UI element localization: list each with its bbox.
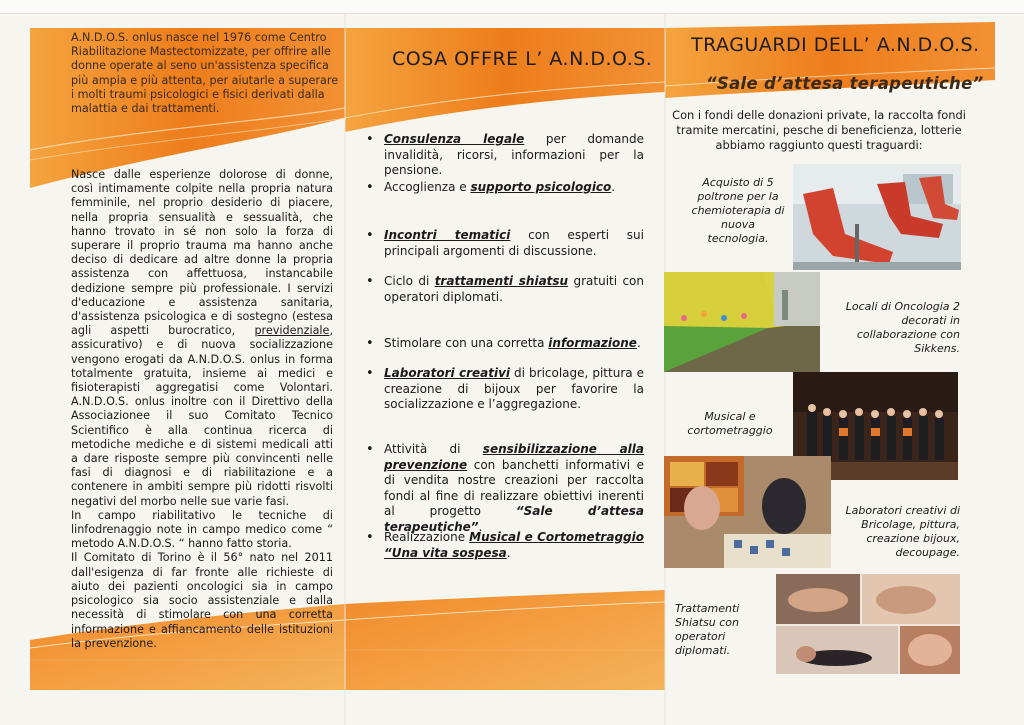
service-item-musical [366, 530, 644, 561]
service-prevention-pre: Attività di [384, 442, 483, 456]
service-shiatsu-rest: gratuiti con operatori diplomati. [384, 274, 644, 304]
service-prevention-rest: con banchetti informativi e di vendita nostre creazioni per raccolta fondi al fine di realizzare obiettivi inerenti al progetto [384, 457, 644, 519]
service-info-pre: Stimolare con una corretta [384, 336, 549, 350]
service-info-rest: . [636, 336, 641, 350]
service-item-meetings [366, 228, 644, 259]
panel2-title: COSA OFFRE L’ A.N.D.O.S. [392, 48, 653, 70]
service-item-legal [366, 132, 644, 179]
service-legal-rest: per domande invalidità, ricorsi, informazioni per la pensione. [384, 132, 644, 178]
service-musical-rest: . [506, 545, 511, 560]
service-item-shiatsu [366, 274, 644, 305]
craft-lab-photo [664, 456, 831, 568]
panel3-intro: Con i fondi delle donazioni private, la raccolta fondi tramite mercatini, pesche di beneficienza, lotterie abbiamo raggiunto questi traguardi: [672, 108, 966, 152]
panel3-subtitle: “Sale d’attesa terapeutiche” [706, 74, 984, 93]
body-text-part-a: Nasce dalle esperienze dolorose di donne, così intimamente colpite nella propria natura femminile, nel proprio desiderio di piacere, nella propria sensualità e sessualità, che hanno trovato in sé non solo la forza di superare il proprio trauma ma hanno anche deciso di dedicare ad altre donne la propria assistenza con affettuosa, instancabile dedizione sempre più professionale. I servizi d'educazione e assistenza sanitaria, d'assistenza psicologica e di sostegno (estesa agli aspetti burocratico, [71, 168, 333, 338]
service-meetings-em: Incontri tematici [384, 228, 511, 242]
service-meetings-rest: con esperti sui principali argomenti di discussione. [384, 228, 644, 258]
body-text-previdenziale: previdenziale [254, 324, 330, 338]
service-psych-pre: Accoglienza e [384, 180, 471, 194]
chemo-chairs-photo [793, 164, 961, 270]
body-text-part-b: , assicurativo) e di nuova socializzazione vengono erogati da A.N.D.O.S. onlus in forma totalmente gratuita, insieme ai medici e fisioterapisti aggregatisi come Volontari. A.N.D.O.S. onlus inoltre con il Direttivo della Associazionee il suo Comitato Tecnico Scientifico è alla continua ricerca di metodiche mediche e di sistemi medicali atti a dare risposte sempre più convincenti nelle fasi di diagnosi e di riabilitazione e a contenere in ambiti sempre più ridotti risvolti negativi del morbo nelle sue varie fasi. [71, 324, 333, 508]
service-item-info [366, 336, 644, 352]
caption-corridor: Locali di Oncologia 2 decorati in collaborazione con Sikkens. [845, 300, 960, 355]
caption-shiatsu: Trattamenti Shiatsu con operatori diplomati. [675, 602, 740, 657]
shiatsu-photo-collage [776, 574, 960, 674]
service-legal-em: Consulenza legale [384, 132, 525, 146]
body-text-part-d: Il Comitato di Torino è il 56° nato nel 2011 dall'esigenza di far fronte alle richieste di aiuto dei pazienti oncologici sia in campo psicologico sia socio assistenziale e dalla necessità di stimolare con una corretta informazione e affiancamento delle istituzioni la prevenzione. [71, 551, 333, 650]
service-psych-rest: . [611, 180, 616, 194]
body-text-part-c: In campo riabilitativo le tecniche di linfodrenaggio note in campo medico come “ metodo A.N.D.O.S. “ hanno fatto storia. [71, 508, 333, 551]
service-prevention-em: sensibilizzazione alla prevenzione [384, 442, 644, 472]
service-info-em: informazione [548, 336, 637, 350]
service-prevention-project: “Sale d’attesa terapeutiche” [384, 504, 645, 534]
service-item-labs [366, 366, 644, 413]
service-labs-rest: di bricolage, pittura e creazione di bijoux per favorire la socializzazione e l’aggregazione. [384, 366, 645, 412]
history-text [71, 168, 333, 651]
service-labs-em: Laboratori creativi [384, 366, 511, 380]
caption-musical: Musical e cortometraggio [687, 410, 773, 437]
panel3-title: TRAGUARDI DELL’ A.N.D.O.S. [691, 34, 980, 56]
service-item-psych [366, 180, 644, 196]
service-item-prevention [366, 442, 644, 536]
service-musical-pre: Realizzazione [384, 530, 470, 544]
service-psych-em: supporto psicologico [470, 180, 612, 194]
caption-chairs: Acquisto di 5 poltrone per la chemioterapia di nuova tecnologia. [691, 176, 785, 245]
service-shiatsu-em: trattamenti shiatsu [434, 274, 569, 288]
intro-paragraph: A.N.D.O.S. onlus nasce nel 1976 come Centro Riabilitazione Mastectomizzate, per offrire alle donne operate al seno un'assistenza specifica più ampia e più attenta, per aiutarle a superare i molti traumi psicologici e fisici derivati dalla malattia e dai trattamenti. [71, 31, 339, 116]
oncology-corridor-photo [664, 272, 820, 372]
service-shiatsu-pre: Ciclo di [384, 274, 435, 288]
service-prevention-end: . [478, 519, 483, 534]
caption-crafts: Laboratori creativi di Bricolage, pittura, creazione bijoux, decoupage. [845, 504, 960, 559]
service-musical-em: Musical e Cortometraggio “Una vita sospesa [384, 530, 644, 560]
